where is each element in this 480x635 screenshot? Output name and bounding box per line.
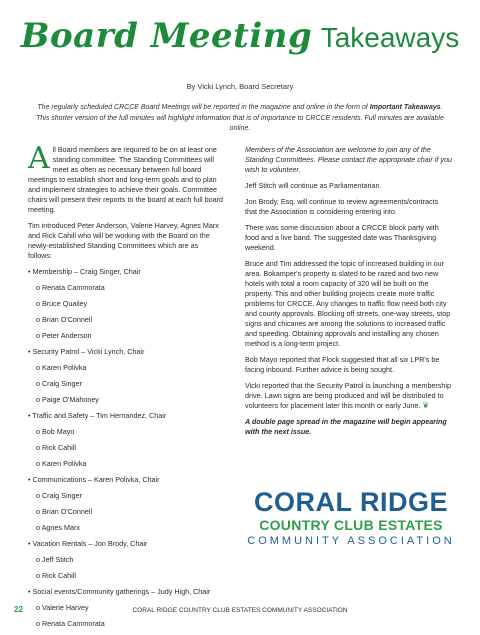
footer-text: CORAL RIDGE COUNTRY CLUB ESTATES COMMUNITY ASSOCIATION: [132, 607, 348, 614]
intro-text-before: The regularly scheduled CRCCE Board Meetings will be reported in the magazine and online in the form of: [37, 104, 370, 111]
committee-member: o Brian O'Connell: [36, 507, 93, 516]
intro-text-after: . This shorter version of the full minutes will highlight information that is of importance to CRCCE residents. Full minutes are available online.: [36, 104, 444, 132]
committee-member: o Brian O'Connell: [36, 315, 93, 324]
committee-member: o Bob Mayo: [36, 427, 75, 436]
committee-member: o Craig Singer: [36, 491, 82, 500]
committee-member: o Bruce Quailey: [36, 299, 88, 308]
committee-member: o Paige O'Mahoney: [36, 395, 99, 404]
committee-member: o Renata Cammorata: [36, 283, 105, 292]
right-paragraph-6: Bob Mayo reported that Flock suggested that all six LPR's be facing inbound. Further advice is being sought.: [245, 355, 440, 374]
left-column: [28, 141, 224, 635]
byline: By Vicki Lynch, Board Secretary: [186, 82, 294, 91]
page-number: 22: [14, 605, 23, 614]
logo-line-1: CORAL RIDGE: [253, 487, 448, 517]
committee-member: o Valerie Harvey: [36, 603, 89, 612]
committee-member: o Peter Anderson: [36, 331, 92, 340]
committee-member: o Karen Polivka: [36, 459, 87, 468]
intro-highlight: Important Takeaways: [369, 104, 441, 111]
committee-member: o Jeff Stitch: [36, 555, 74, 564]
intro-paragraph: [30, 103, 450, 135]
title-script: Board Meeting: [20, 16, 313, 56]
right-paragraph-3: Jon Brody, Esq. will continue to review agreements/contracts that the Association is considering entering into.: [245, 197, 439, 216]
committee-item: • Membership – Craig Singer, Chair: [28, 267, 141, 276]
logo-line-2: COUNTRY CLUB ESTATES: [259, 517, 443, 533]
right-paragraph-8: A double page spread in the magazine will begin appearing with the next issue.: [245, 417, 447, 436]
right-p7-text: Vicki reported that the Security Patrol is launching a membership drive. Lawn signs are being produced and will be distributed to volunteers for placement later this month or early June.: [245, 381, 452, 410]
left-paragraph-2: Tim introduced Peter Anderson, Valerie Harvey, Agnes Marx and Rick Cahill who will be working with the Board on the newly-established Standing Committees which are as follows:: [28, 221, 219, 260]
page-footer: [0, 607, 480, 614]
committee-member: o Rick Cahill: [36, 571, 76, 580]
committee-member: o Rick Cahill: [36, 443, 76, 452]
committee-item: • Vacation Rentals – Jon Brody, Chair: [28, 539, 148, 548]
page-header: [0, 16, 480, 56]
association-logo: [246, 488, 456, 548]
title-plain: Takeaways: [320, 22, 460, 53]
logo-line-3: COMMUNITY ASSOCIATION: [247, 535, 455, 547]
right-paragraph-2: Jeff Stitch will continue as Parliamentarian.: [245, 181, 382, 190]
left-p1-text: ll Board members are required to be on at least one standing committee. The Standing Committees will meet as often as necessary between full board meetings to establish short and long-term goals and to plan and implement strategies to achieve their goals. Committee chairs will present their reports to the board at each full board meeting.: [28, 145, 223, 214]
committee-item: • Security Patrol – Vicki Lynch, Chair: [28, 347, 145, 356]
committee-member: o Craig Singer: [36, 379, 82, 388]
committee-member: o Renata Cammorata: [36, 619, 105, 628]
committee-item: • Social events/Community gatherings – Judy High, Chair: [28, 587, 211, 596]
left-paragraph-1: [28, 141, 224, 215]
right-paragraph-4: There was some discussion about a CRCCE block party with food and a live band. The suggested date was Thanksgiving weekend.: [245, 223, 439, 252]
committee-member: o Karen Polivka: [36, 363, 87, 372]
leaf-icon: ❦: [422, 401, 430, 410]
right-column: [245, 145, 452, 443]
committee-item: • Traffic and Safety – Tim Hernandez, Chair: [28, 411, 167, 420]
right-paragraph-5: Bruce and Tim addressed the topic of increased building in our area. Bokamper's property is slated to be razed and two new hotels with total a room capacity of 320 will be built on the property. This and other building projects create more traffic problems for CRCCE. Any changes to traffic flow need both city and county approvals. Blocking off streets, one-way streets, stop signs and chicanes are among the solutions to increased traffic and speeding. Obtaining approvals and installing any chosen method is a long-term project.: [245, 259, 451, 348]
committee-item: • Communications – Karen Polivka, Chair: [28, 475, 160, 484]
right-paragraph-7: [245, 381, 452, 411]
committee-list: [28, 267, 224, 629]
right-paragraph-1: Members of the Association are welcome to join any of the Standing Committees. Please contact the appropriate chair if you wish to volunteer.: [245, 145, 452, 174]
drop-cap: A: [28, 141, 50, 176]
committee-member: o Agnes Marx: [36, 523, 80, 532]
